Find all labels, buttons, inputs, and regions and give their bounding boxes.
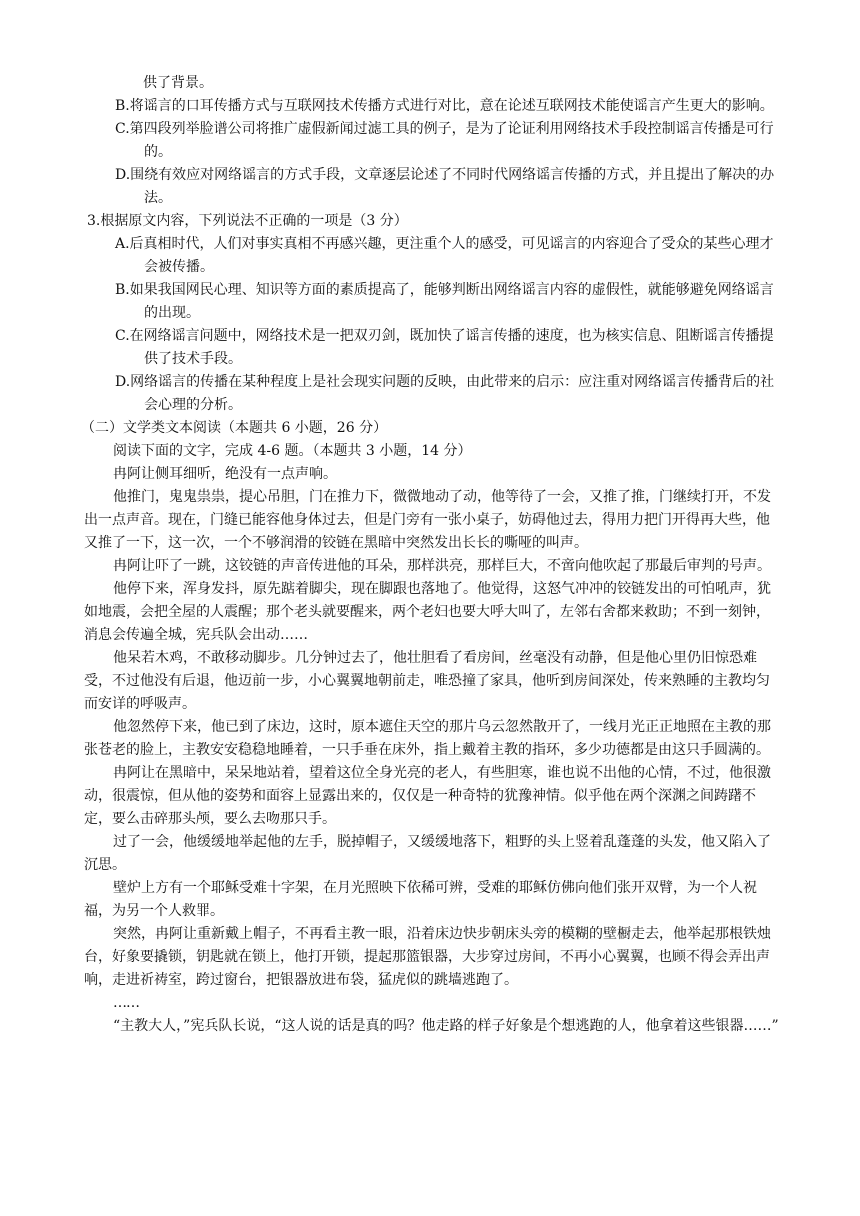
q3-option-d: D.网络谣言的传播在某种程度上是社会现实问题的反映，由此带来的启示：应注重对网络谣言传播背后的社会心理的分析。 [115, 374, 775, 413]
q3-stem: 3.根据原文内容，下列说法不正确的一项是（3 分） [87, 213, 408, 229]
q2-option-c: C.第四段列举脸谱公司将推广虚假新闻过滤工具的例子，是为了论证利用网络技术手段控制谣言传播是可行的。 [115, 121, 774, 160]
final-dialogue: “主教大人，”宪兵队长说，“这人说的话是真的吗？他走路的样子好象是个想逃跑的人，他拿着这些银器……” [113, 1018, 779, 1034]
story-paragraph: 过了一会，他缓缓地举起他的左手，脱掉帽子，又缓缓地落下，粗野的头上竖着乱蓬蓬的头发，他又陷入了沉思。 [84, 834, 771, 873]
story-paragraph: 壁炉上方有一个耶稣受难十字架，在月光照映下依稀可辨，受难的耶稣仿佛向他们张开双臂，为一个人祝福，为另一个人救罪。 [84, 880, 757, 919]
story-paragraph: 他呆若木鸡，不敢移动脚步。几分钟过去了，他壮胆看了看房间，丝毫没有动静，但是他心里仍旧惊恐难受，不过他没有后退，他迈前一步，小心翼翼地朝前走，唯恐撞了家具，他听到房间深处，传来熟睡的主教均匀而安详的呼吸声。 [84, 650, 770, 712]
q3-option-b: B.如果我国网民心理、知识等方面的素质提高了，能够判断出网络谣言内容的虚假性，就能够避免网络谣言的出现。 [115, 282, 774, 321]
story-paragraph: 冉阿让在黑暗中，呆呆地站着，望着这位全身光亮的老人，有些胆寒，谁也说不出他的心情，不过，他很激动，很震惊，但从他的姿势和面容上显露出来的，仅仅是一种奇特的犹豫神情。似乎他在两个深渊之间踌躇不定，要么击碎那头颅，要么去吻那只手。 [84, 765, 771, 827]
story-paragraph: 他推门，鬼鬼祟祟，提心吊胆，门在推力下，微微地动了动，他等待了一会，又推了推，门继续打开，不发出一点声音。现在，门缝已能容他身体过去，但是门旁有一张小桌子，妨碍他过去，得用力把门开得再大些，他又推了一下，这一次，一个不够润滑的铰链在黑暗中突然发出长长的嘶哑的叫声。 [84, 489, 771, 551]
story-paragraph: 他忽然停下来，他已到了床边，这时，原本遮住天空的那片乌云忽然散开了，一线月光正正地照在主教的那张苍老的脸上，主教安安稳稳地睡着，一只手垂在床外，指上戴着主教的指环，多少功德都是由这只手圆满的。 [84, 719, 771, 758]
q2-option-d: D.围绕有效应对网络谣言的方式手段，文章逐层论述了不同时代网络谣言传播的方式，并且提出了解决的办法。 [115, 167, 775, 206]
section-instruction: 阅读下面的文字，完成 4-6 题。（本题共 3 小题，14 分） [113, 443, 472, 459]
q3-option-c: C.在网络谣言问题中，网络技术是一把双刃剑，既加快了谣言传播的速度，也为核实信息、阻断谣言传播提供了技术手段。 [115, 328, 774, 367]
ellipsis: …… [113, 995, 139, 1011]
q3-option-a: A.后真相时代，人们对事实真相不再感兴趣，更注重个人的感受，可见谣言的内容迎合了受众的某些心理才会被传播。 [115, 236, 774, 275]
story-paragraph: 冉阿让侧耳细听，绝没有一点声响。 [113, 466, 337, 482]
story-paragraph: 他停下来，浑身发抖，原先踮着脚尖，现在脚跟也落地了。他觉得，这怒气冲冲的铰链发出的可怕吼声，犹如地震，会把全屋的人震醒；那个老头就要醒来，两个老妇也要大呼大叫了，左邻右舍都来救助；不到一刻钟，消息会传遍全城，宪兵队会出动…… [84, 581, 771, 643]
continued-text: 供了背景。 [143, 75, 213, 91]
story-paragraph: 冉阿让吓了一跳，这铰链的声音传进他的耳朵，那样洪亮，那样巨大，不啻向他吹起了那最后审判的号声。 [113, 558, 771, 574]
section-heading: （二）文学类文本阅读（本题共 6 小题，26 分） [81, 420, 388, 436]
story-paragraph: 突然，冉阿让重新戴上帽子，不再看主教一眼，沿着床边快步朝床头旁的模糊的壁橱走去，他举起那根铁烛台，好象要撬锁，钥匙就在锁上，他打开锁，提起那篮银器，大步穿过房间，不再小心翼翼，也顾不得会弄出声响，走进祈祷室，跨过窗台，把银器放进布袋，猛虎似的跳墙逃跑了。 [84, 926, 771, 988]
exam-page [81, 72, 780, 1038]
q2-option-b: B.将谣言的口耳传播方式与互联网技术传播方式进行对比，意在论述互联网技术能使谣言产生更大的影响。 [115, 98, 774, 114]
